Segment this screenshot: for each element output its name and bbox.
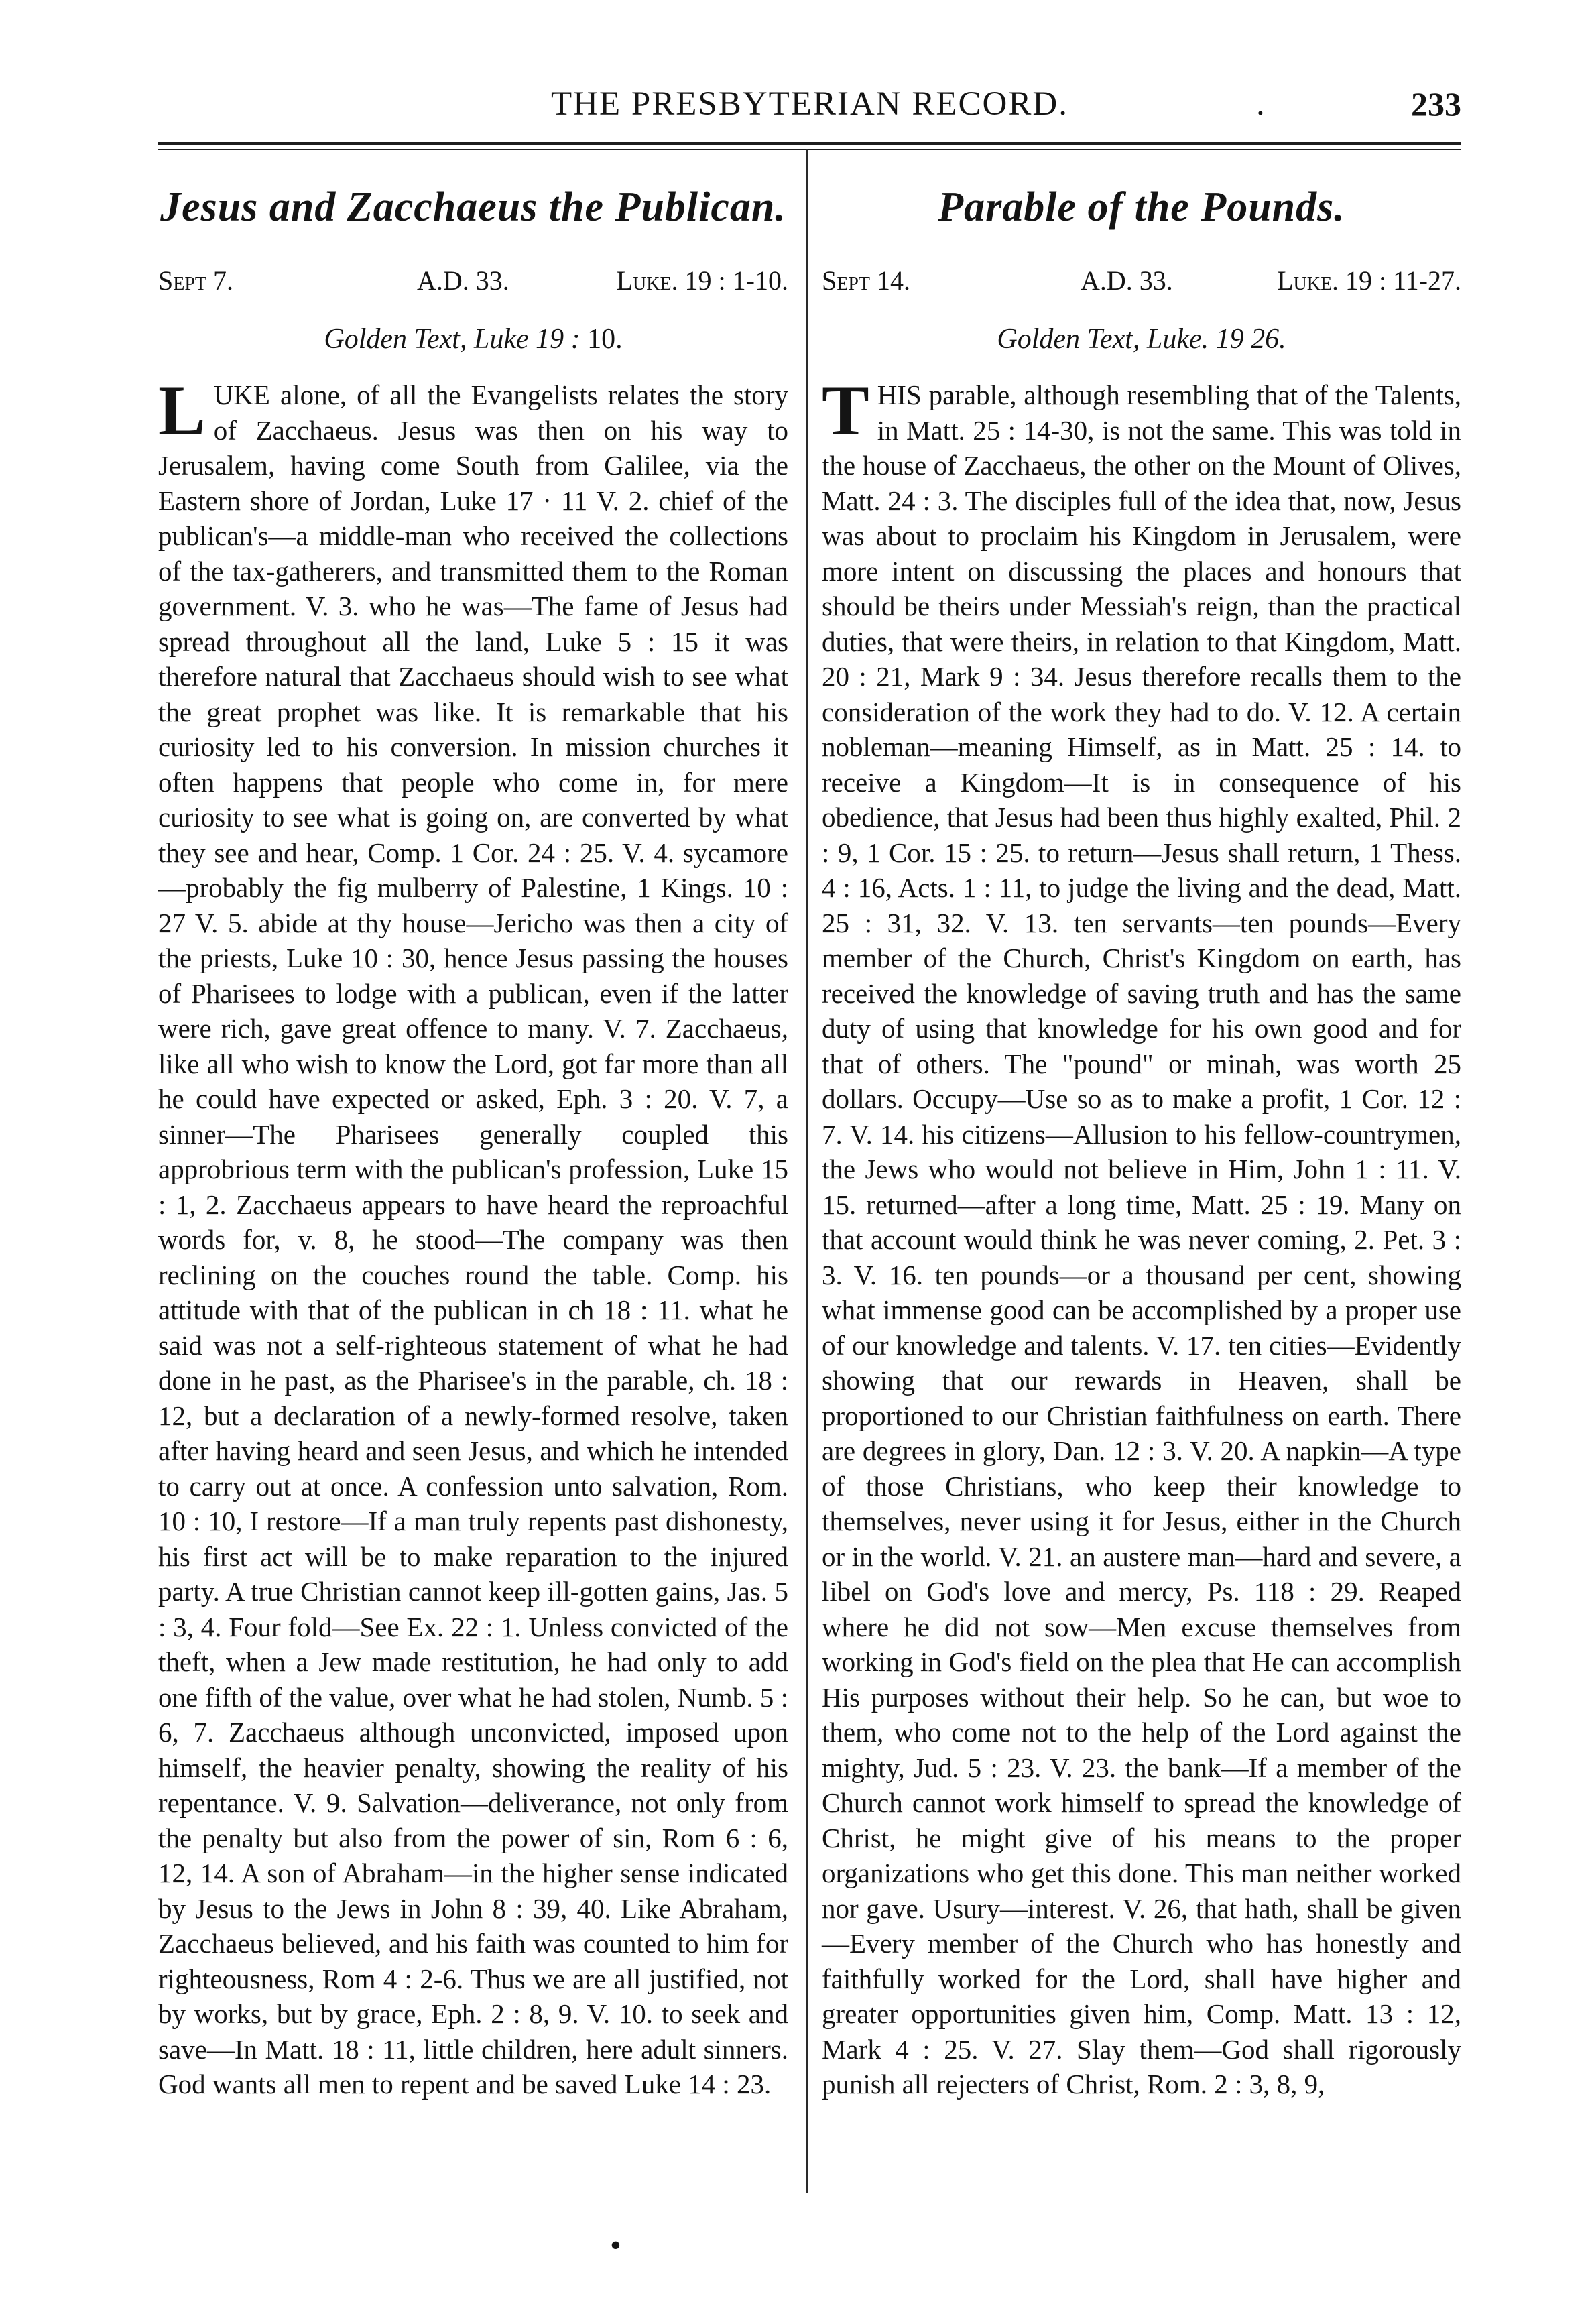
left-body-text: UKE alone, of all the Evangelists relates the story of Zacchaeus. Jesus was then on his way to Jerusalem, having come South from Galilee, via the Eastern shore of Jordan, Luke 17 · 11 V. 2. chief of the publican's—a middle-man who received the collections of the tax-gatherers, and transmitted them to the Roman government. V. 3. who he was—The fame of Jesus had spread throughout all the land, Luke 5 : 15 it was therefore natural that Zacchaeus should wish to see what the great prophet was like. It is remarkable that his curiosity led to his conversion. In mission churches it often happens that people who come in, for mere curiosity to see what is going on, are converted by what they see and hear, Comp. 1 Cor. 24 : 25. V. 4. sycamore—probably the fig mulberry of Palestine, 1 Kings. 10 : 27 V. 5. abide at thy house—Jericho was then a city of the priests, Luke 10 : 30, hence Jesus passing the houses of Pharisees to lodge with a publican, even if the latter were rich, gave great offence to many. V. 7. Zacchaeus, like all who wish to know the Lord, got far more than all he could have expected or asked, Eph. 3 : 20. V. 7, a sinner—The Pharisees generally coupled this approbrious term with the publican's profession, Luke 15 : 1, 2. Zacchaeus appears to have heard the reproachful words for, v. 8, he stood—The company was then reclining on the couches round the table. Comp. his attitude with that of the publican in ch 18 : 11. what he said was not a self-righteous statement of what he had done in he past, as the Pharisee's in the parable, ch. 18 : 12, but a declaration of a newly-formed resolve, taken after having heard and seen Jesus, and which he intended to carry out at once. A confession unto salvation, Rom. 10 : 10, I restore—If a man truly repents past dishonesty, his first act will be to make reparation to the injured party. A true Christian cannot keep ill-gotten gains, Jas. 5 : 3, 4. Four fold—See Ex. 22 : 1. Unless convicted of the theft, when a Jew made restitution, he had only to add one fifth of the value, over what he had stolen, Numb. 5 : 6, 7. Zacchaeus although unconvicted, imposed upon himself, the heavier penalty, showing the reality of his repentance. V. 9. Salvation—deliverance, not only from the penalty but also from the power of sin, Rom 6 : 6, 12, 14. A son of Abraham—in the higher sense indicated by Jesus to the Jews in John 8 : 39, 40. Like Abraham, Zacchaeus believed, and his faith was counted to him for righteousness, Rom 4 : 2-6. Thus we are all justified, not by works, but by grace, Eph. 2 : 8, 9. V. 10. to seek and save—In Matt. 18 : 11, little children, here adult sinners. God wants all men to repent and be saved Luke 14 : 23. <box>158 379 788 2100</box>
right-dropcap: T <box>822 371 869 450</box>
right-golden-label: Golden Text, Luke. 19 <box>997 324 1244 355</box>
column-divider <box>806 149 808 2193</box>
running-title: THE PRESBYTERIAN RECORD. <box>551 85 1068 123</box>
page-number: 233 <box>1411 85 1461 123</box>
left-golden-text <box>158 316 788 363</box>
left-lesson-date: Sept 7. <box>158 265 234 296</box>
left-column <box>158 164 788 2102</box>
left-lesson-year: A.D. 33. <box>417 265 509 296</box>
left-dropcap: L <box>158 371 206 450</box>
left-lesson-title: Jesus and Zacchaeus the Publican. <box>160 184 786 230</box>
right-golden-text <box>822 316 1461 363</box>
running-head <box>158 80 1461 134</box>
right-lesson-meta <box>822 265 1461 312</box>
header-rule-thick <box>158 142 1461 145</box>
left-body <box>158 371 788 2102</box>
right-body-text: HIS parable, although resembling that of the Talents, in Matt. 25 : 14-30, is not the same. This was told in the house of Zacchaeus, the other on the Mount of Olives, Matt. 24 : 3. The disciples full of the idea that, now, Jesus was about to proclaim his Kingdom in Jerusalem, were more intent on discussing the places and honours that should be theirs under Messiah's reign, than the practical duties, that were theirs, in relation to that Kingdom, Matt. 20 : 21, Mark 9 : 34. Jesus therefore recalls them to the consideration of the work they had to do. V. 12. A certain nobleman—meaning Himself, as in Matt. 25 : 14. to receive a Kingdom—It is in consequence of his obedience, that Jesus had been thus highly exalted, Phil. 2 : 9, 1 Cor. 15 : 25. to return—Jesus shall return, 1 Thess. 4 : 16, Acts. 1 : 11, to judge the living and the dead, Matt. 25 : 31, 32. V. 13. ten servants—ten pounds—Every member of the Church, Christ's Kingdom on earth, has received the knowledge of saving truth and has the same duty of using that knowledge for his own good and for that of others. The "pound" or minah, was worth 25 dollars. Occupy—Use so as to make a profit, 1 Cor. 12 : 7. V. 14. his citizens—Allusion to his fellow-countrymen, the Jews who would not believe in Him, John 1 : 11. V. 15. returned—after a long time, Matt. 25 : 19. Many on that account would think he was never coming, 2. Pet. 3 : 3. V. 16. ten pounds—or a thousand per cent, showing what immense good can be accomplished by a proper use of our knowledge and talents. V. 17. ten cities—Evidently showing that our rewards in Heaven, shall be proportioned to our Christian faithfulness on earth. There are degrees in glory, Dan. 12 : 3. V. 20. A napkin—A type of those Christians, who keep their knowledge to themselves, never using it for Jesus, either in the Church or in the world. V. 21. an austere man—hard and severe, a libel on God's love and mercy, Ps. 118 : 29. Reaped where he did not sow—Men excuse themselves from working in God's field on the plea that He can accomplish His purposes without their help. So he can, but woe to them, who come not to the help of the Lord against the mighty, Jud. 5 : 23. V. 23. the bank—If a member of the Church cannot work himself to spread the knowledge of Christ, he might give of his means to the proper organizations who get this done. This man neither worked nor gave. Usury—interest. V. 26, that hath, shall be given—Every member of the Church who has honestly and faithfully worked for the Lord, shall have higher and greater opportunities given him, Comp. Matt. 13 : 12, Mark 4 : 25. V. 27. Slay them—God shall rigorously punish all rejecters of Christ, Rom. 2 : 3, 8, 9, <box>822 379 1461 2100</box>
left-golden-label: Golden Text, Luke 19 : <box>324 324 580 355</box>
right-lesson-reference: Luke. 19 : 11-27. <box>1277 265 1461 296</box>
left-lesson-meta <box>158 265 788 312</box>
left-lesson-reference: Luke. 19 : 1-10. <box>616 265 788 296</box>
right-lesson-date: Sept 14. <box>822 265 911 296</box>
right-lesson-year: A.D. 33. <box>1081 265 1173 296</box>
right-golden-ref: 26. <box>1251 324 1286 355</box>
right-body <box>822 371 1461 2102</box>
header-rule-thin <box>158 149 1461 150</box>
right-lesson-title: Parable of the Pounds. <box>938 184 1345 230</box>
running-head-dot: . <box>1256 85 1265 123</box>
right-column <box>822 164 1461 2102</box>
footer-dot: • <box>610 2228 621 2263</box>
left-golden-ref: 10. <box>587 324 623 355</box>
